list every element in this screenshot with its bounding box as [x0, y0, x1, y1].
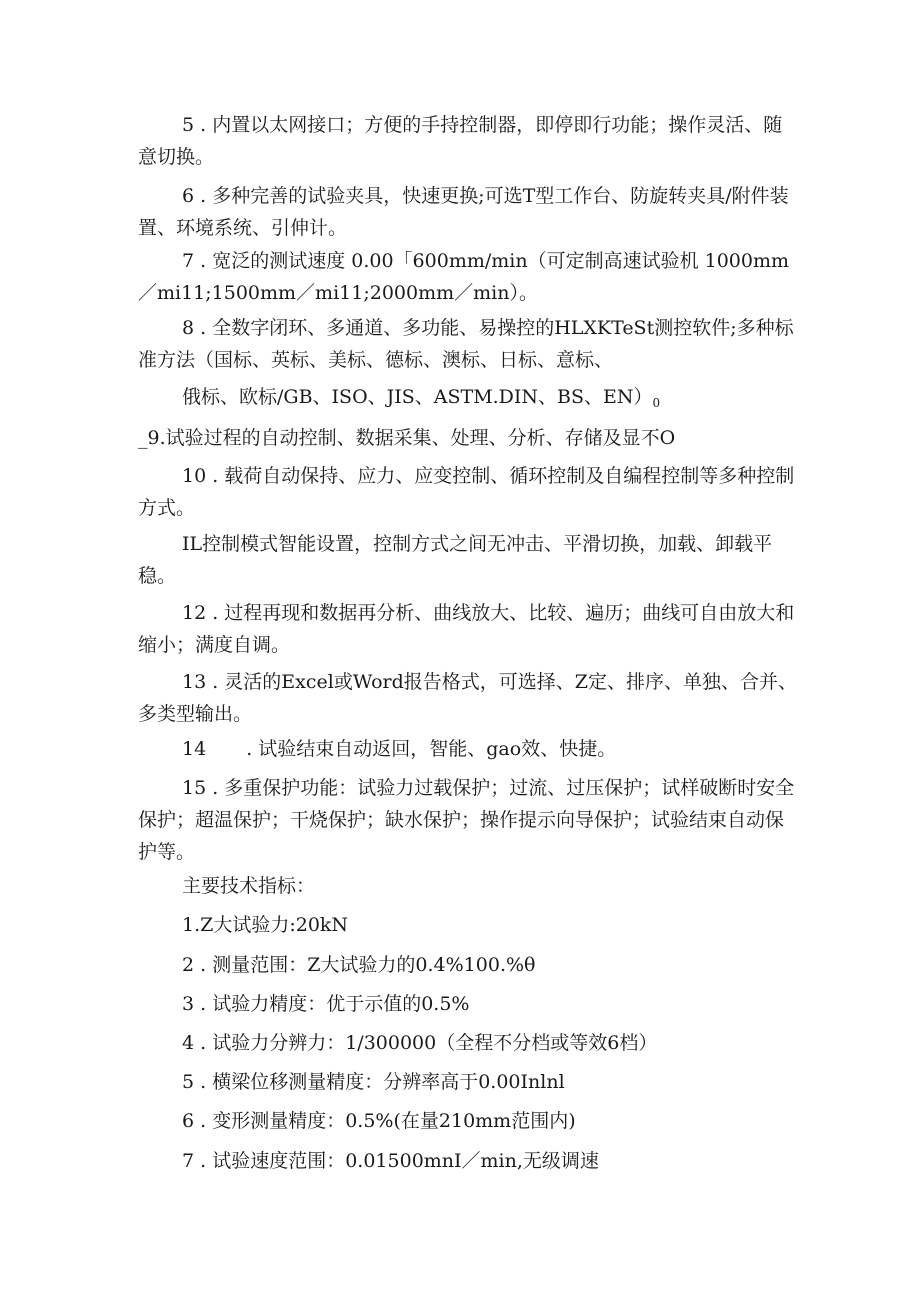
spec-item: 1.Z大试验力:20kN [182, 914, 349, 936]
spec-item: 3 . 试验力精度：优于示值的0.5% [182, 993, 470, 1015]
feature-item-8: 8 . 全数字闭环、多通道、多功能、易操控的HLXKTeSt测控软件;多种标准方法（国标、英标、美标、德标、澳标、日标、意标、 [138, 317, 794, 371]
feature-item-9: _9.试验过程的自动控制、数据采集、处理、分析、存储及显不O [138, 427, 676, 449]
specs-heading: 主要技术指标： [182, 875, 316, 897]
spec-item: 2 . 测量范围：Z大试验力的0.4%100.%θ [182, 954, 536, 976]
feature-item-15: 15 . 多重保护功能：试验力过载保护；过流、过压保护；试样破断时安全保护；超温保护；干烧保护；缺水保护；操作提示向导保护；试验结束自动保护等。 [138, 777, 795, 863]
feature-item-11: IL控制模式智能设置，控制方式之间无冲击、平滑切换，加载、卸载平稳。 [138, 533, 773, 587]
feature-item-14: 14 . 试验结束自动返回，智能、gao效、快捷。 [182, 738, 617, 760]
spec-item: 7 . 试验速度范围：0.01500mnI／min,无级调速 [182, 1150, 599, 1172]
feature-item-7: 7 . 宽泛的测试速度 0.00「600mm/min（可定制高速试验机 1000mm／mi11;1500mm／mi11;2000mm／min）。 [138, 250, 790, 304]
feature-item-12: 12 . 过程再现和数据再分析、曲线放大、比较、遍历；曲线可自由放大和缩小；满度自调。 [138, 602, 795, 656]
feature-item-5: 5 . 内置以太网接口；方便的手持控制器，即停即行功能；操作灵活、随意切换。 [138, 114, 783, 168]
spec-item: 6 . 变形测量精度：0.5%(在量210mm范围内) [182, 1110, 576, 1132]
feature-item-6: 6 . 多种完善的试验夹具，快速更换;可选T型工作台、防旋转夹具/附件装置、环境系统、引伸计。 [138, 185, 789, 239]
feature-item-8-continued: 俄标、欧标/GB、ISO、JIS、ASTM.DIN、BS、$EN)_0$ [182, 386, 661, 410]
feature-item-13: 13 . 灵活的Excel或Word报告格式，可选择、Z定、排序、单独、合并、多类型输出。 [138, 671, 797, 725]
spec-item: 4 . 试验力分辨力：1/300000（全程不分档或等效6档） [182, 1032, 658, 1054]
feature-item-10: 10 . 载荷自动保持、应力、应变控制、循环控制及自编程控制等多种控制方式。 [138, 465, 795, 519]
spec-item: 5 . 横梁位移测量精度：分辨率高于0.00Inlnl [182, 1071, 565, 1093]
